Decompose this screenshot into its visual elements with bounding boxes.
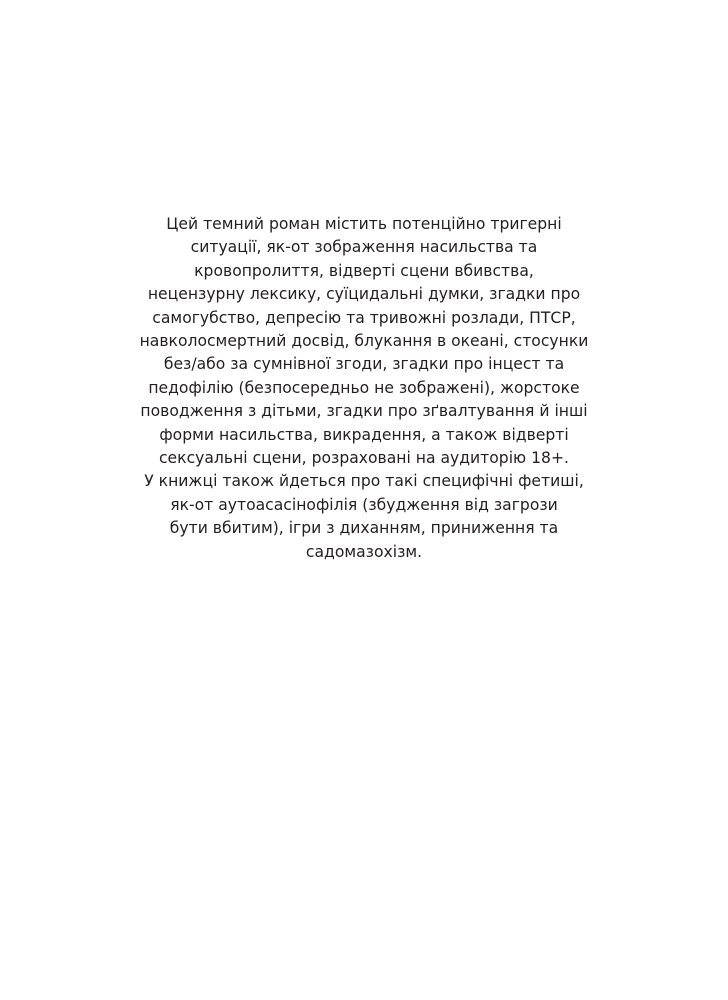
- content-warning-line: навколосмертний досвід, блукання в океані, стосунки: [139, 332, 589, 351]
- content-warning-line: форми насильства, викрадення, а також відверті: [159, 425, 569, 444]
- content-warning-text: [0, 213, 728, 564]
- content-warning-line: У книжці також йдеться про такі специфічні фетиші,: [144, 472, 584, 491]
- content-warning-line: садомазохізм.: [305, 542, 423, 561]
- content-warning-line: педофілію (безпосередньо не зображені), жорстоке: [148, 378, 580, 397]
- content-warning-line: без/або за сумнівної згоди, згадки про інцест та: [163, 355, 565, 374]
- content-warning-line: кровопролиття, відверті сцени вбивства,: [194, 261, 534, 280]
- content-warning-line: Цей темний роман містить потенційно тригерні: [166, 215, 562, 233]
- content-warning-line: нецензурну лексику, суїцидальні думки, згадки про: [147, 285, 581, 304]
- content-warning-line: бути вбитим), ігри з диханням, приниження та: [169, 519, 559, 538]
- content-warning-line: ситуації, як-от зображення насильства та: [190, 238, 538, 257]
- content-warning-line: сексуальні сцени, розраховані на аудиторію 18+.: [158, 449, 569, 468]
- content-warning-line: як-от аутоасасінофілія (збудження від загрози: [170, 495, 558, 514]
- content-warning-line: самогубство, депресію та тривожні розлади, ПТСР,: [152, 308, 576, 327]
- content-warning-line: поводження з дітьми, згадки про зґвалтування й інші: [140, 402, 588, 421]
